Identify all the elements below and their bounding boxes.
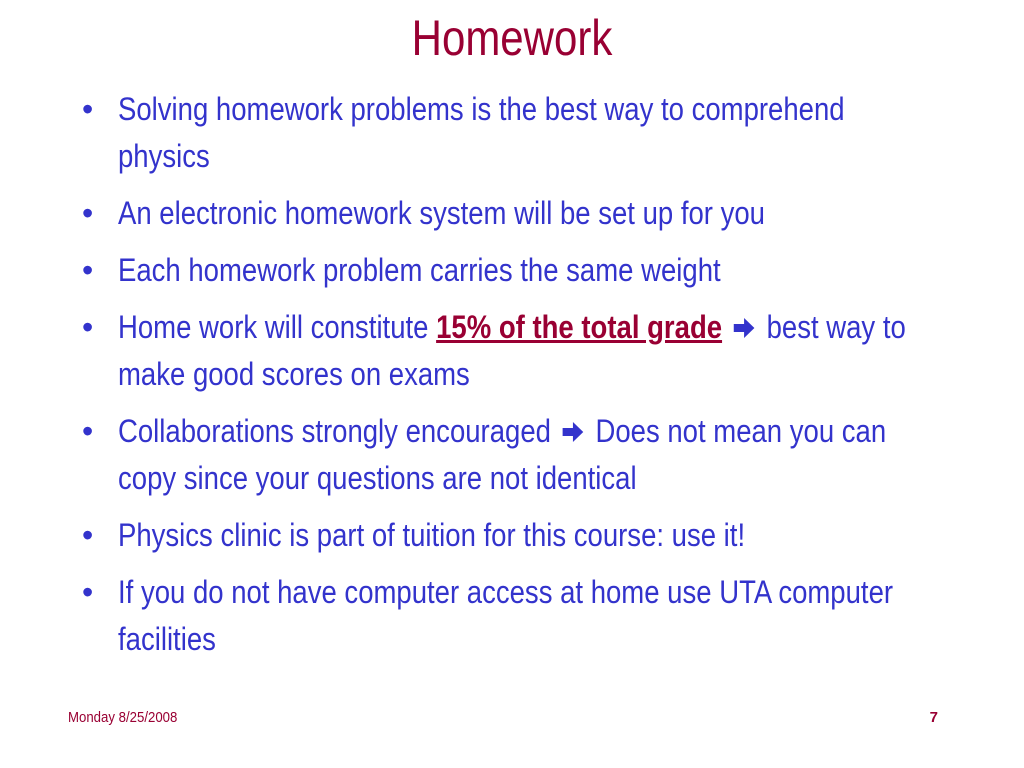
- bullet-marker: •: [82, 309, 94, 345]
- bullet-text: Physics clinic is part of tuition for this course: use it!: [118, 517, 746, 553]
- bullet-item: [76, 408, 944, 502]
- page-number: 7: [929, 709, 938, 726]
- bullet-item: [76, 569, 944, 663]
- bullet-text: Each homework problem carries the same weight: [118, 252, 721, 288]
- bullet-marker: •: [82, 252, 94, 288]
- bullet-marker: •: [82, 517, 94, 553]
- bullet-marker: •: [82, 413, 94, 449]
- bullet-marker: •: [82, 574, 94, 610]
- bullet-text: [118, 408, 942, 502]
- bullet-marker: •: [82, 91, 94, 127]
- bullet-text: [118, 304, 942, 398]
- bullet-text: If you do not have computer access at home use UTA computer facilities: [118, 574, 894, 657]
- bullet-text-before: Home work will constitute: [118, 309, 437, 345]
- bullet-item: [76, 512, 944, 559]
- bullet-text-after: Does not mean you can copy since your questions are not identical: [118, 413, 887, 496]
- footer-date: Monday 8/25/2008: [68, 709, 178, 726]
- bullet-text-before: Collaborations strongly encouraged: [118, 413, 559, 449]
- bullet-item: [76, 304, 944, 398]
- bullet-item: [76, 247, 944, 294]
- right-arrow-icon: [733, 317, 755, 339]
- bullet-item: [76, 190, 944, 237]
- bullet-text-after: best way to make good scores on exams: [118, 309, 906, 392]
- bullet-list: [76, 86, 944, 673]
- grade-emphasis: 15% of the total grade: [436, 309, 723, 345]
- bullet-item: [76, 86, 944, 180]
- bullet-text: An electronic homework system will be set up for you: [118, 195, 765, 231]
- right-arrow-icon: [562, 421, 584, 443]
- bullet-text: Solving homework problems is the best way to comprehend physics: [118, 91, 845, 174]
- bullet-marker: •: [82, 195, 94, 231]
- slide-title: Homework: [411, 10, 613, 66]
